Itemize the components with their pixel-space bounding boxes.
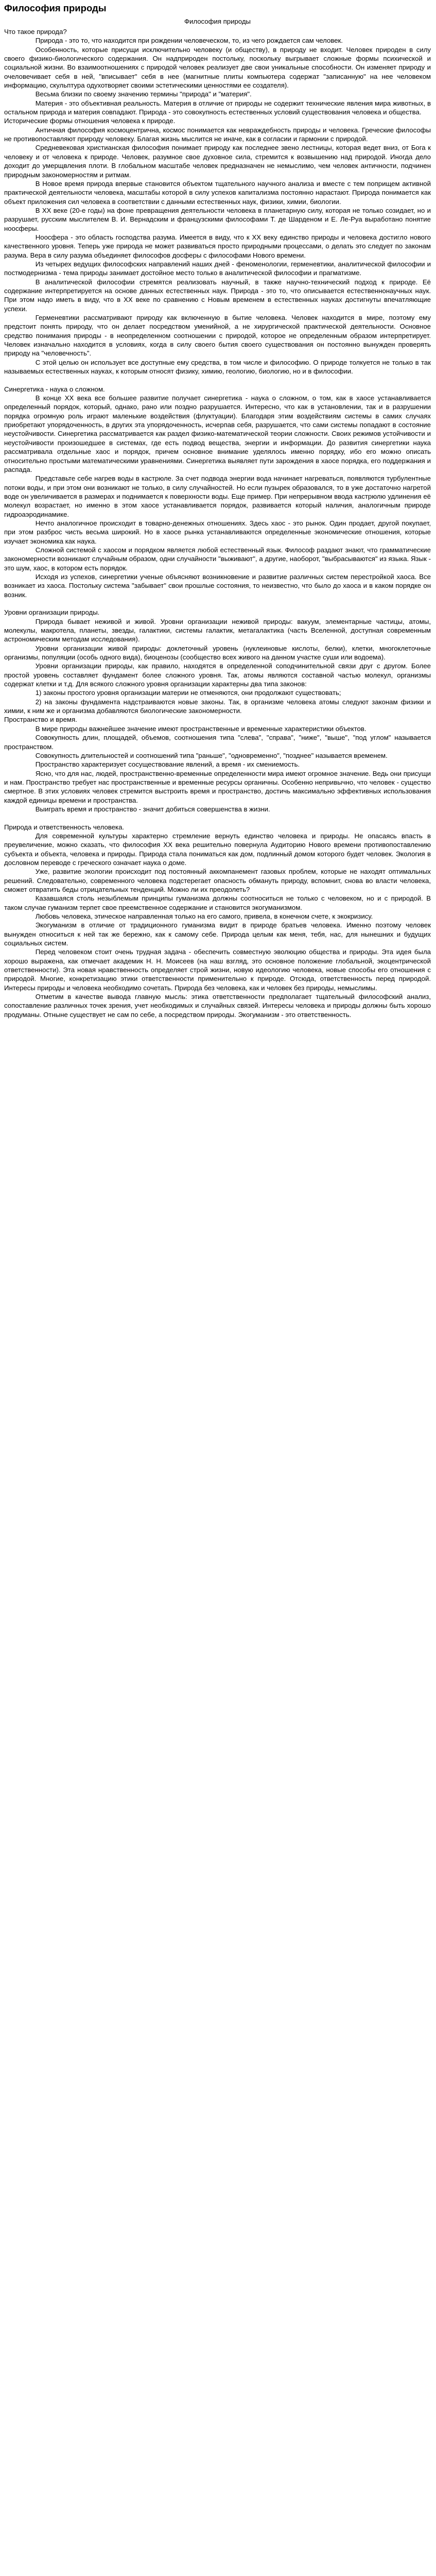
article-title: Философия природы: [184, 18, 251, 25]
paragraph: Любовь человека, этическое направленная только на его самого, привела, в конечном счете, к экокризису.: [35, 912, 373, 921]
paragraph: Весьма близки по своему значению термины "природа" и "материя".: [35, 90, 252, 98]
page-title: Философия природы: [4, 3, 107, 13]
paragraph: В конце XX века все большее развитие получает синергетика - наука о сложном, о том, как в хаосе устанавливается определенный порядок, который, однако, рано или поздно разрушается. Интересно, что как в установлении, так и в разрушении порядка огромную роль играют маленькие воздействия (флуктуации). Благодаря этим воздействиям системы в самих случаях приобретают упорядоченность, в других эта упорядоченность, исчерпав себя, разрушается, что сами системы попадают в состояние неустойчивости. Синергетика рассматривается как раздел физико-математической теории сложности. Своих режимов устойчивости и неустойчивости произошедшее в системах, где есть подвод вещества, энергии и информации. До развития синергетики наука рассматривала отдельные хаос и порядок, причем основное внимание уделялось именно порядку, ибо его можно описать относительно простыми математическими уравнениями. Синергетика выявляет пути зарождения в хаосе порядка, его поддержания и распада.: [4, 394, 431, 473]
section-heading: Уровни организации природы.: [4, 608, 100, 617]
paragraph: Отметим в качестве вывода главную мысль: этика ответственности предполагает тщательный философский анализ, сопоставление различных точек зрения, учет необходимых и случайных связей. Интересы человека и природы должны быть хорошо продуманы. Отныне существует не сам по себе, а посредством природы. Экогуманизм - это ответственность.: [4, 993, 431, 1019]
paragraph: Уже, развитие экологии происходит под постоянный аккомпанемент газовых проблем, которые не находят оптимальных решений. Следовательно, современного человека подстерегает опасность обмануть природу, вспомнит, снова во власти человека, сможет отвратить беды отрицательных тенденций. Можно ли их преодолеть?: [4, 868, 431, 893]
article-body: [4, 27, 431, 1019]
paragraph: Античная философия космоцентрична, космос понимается как невраждебность природы и человека. Греческие философы не противопоставляют природу человеку. Благая жизнь мыслится не иначе, как в согласии и гармонии с природой.: [4, 126, 431, 143]
paragraph: Выиграть время и пространство - значит добиться совершенства в жизни.: [35, 805, 270, 813]
paragraph: Исходя из успехов, синергетики ученые объясняют возникновение и развитие различных систем перестройкой хаоса. Все возникает из хаоса. Постольку система "забывает" свои прошлые состояния, то неизвестно, что было до хаоса и в каком порядке он возник.: [4, 572, 431, 599]
paragraph: В XX веке (20-е годы) на фоне превращения деятельности человека в планетарную силу, которая не только созидает, но и разрушает, русским мыслителем В. И. Вернадским и французскими философами Т. де Шарденом и Е. Ле-Руа выработано понятие ноосферы.: [4, 206, 431, 232]
paragraph: Из четырех ведущих философских направлений наших дней - феноменологии, герменевтики, аналитической философии и постмодернизма - тема природы занимает достойное место только в аналитической философии и прагматизме.: [4, 260, 431, 277]
paragraph: В Новое время природа впервые становится объектом тщательного научного анализа и вместе с тем поприщем активной практической деятельности человека, масштабы которой в силу успехов капитализма постоянно нарастают. Природа понимается как объект приложения сил человека в соответствии с данными естественных наук, физики, химии, биологии.: [4, 179, 431, 206]
section-heading: Что такое природа?: [4, 28, 67, 36]
paragraph: Уровни организации живой природы: доклеточный уровень (нуклеиновые кислоты, белки), клетки, многоклеточные организмы, популяции (особь одного вида), биоценозы (сообщество всех живого на данном участке суши или водоема).: [4, 644, 431, 662]
page: [0, 0, 436, 1024]
paragraph: Средневековая христианская философия понимает природу как последнее звено лестницы, которая ведет вниз, от Бога к человеку и от человека к природе. Человек, разумное свое духовное сила, стремится к возвышению над природой. Иногда дело доходит до умерщвления плоти. В глобальном масштабе человек предназначен не немыслимо, чем человек античности, подчинен природным закономерностям и ритмам.: [4, 144, 431, 179]
paragraph: Сложной системой с хаосом и порядком является любой естественный язык. Философ раздают знают, что грамматические закономерности возникают случайным образом, одни случайности "выживают", а другие, наоборот, "выбрасываются" из языка. Язык - это шум, хаос, в котором есть порядок.: [4, 546, 431, 572]
paragraph: Природа - это то, что находится при рождении человеческом, то, из чего рождается сам человек.: [35, 37, 343, 45]
paragraph: Ноосфера - это область господства разума. Имеется в виду, что к XX веку единство природы и человека достигло нового качественного уровня. Теперь уже природа не может развиваться просто природными процессами, о делать это следует по законам разума. Вера в силу разума объединяет философов досферы с философами Нового времени.: [4, 233, 431, 259]
paragraph: 1) законы простого уровня организации материи не отменяются, они продолжают существовать;: [35, 689, 341, 697]
paragraph-spacer: [4, 599, 431, 608]
paragraph-spacer: [4, 814, 431, 822]
paragraph: Особенность, которые присущи исключительно человеку (и обществу), в природу не входит. Человек природен в силу своего физико-биологического содержания. Он надприроден постольку, поскольку выгрывает сложные формы психической и социальной жизни. Во взаимоотношениях с природой человек реализует две свои уникальные способности. Он изменяет природу и очеловечивает себя в ней, "вписывает" себя в нее (магнитные плиты компьютера содержат "записанную" на нее человеком информацию, скульптура одухотворяет своими эстетическими ценностями ее создателя).: [4, 45, 431, 90]
section-heading: Пространство и время.: [4, 716, 77, 724]
paragraph: Уровни организации природы, как правило, находятся в определенной соподчинительной связи друг с другом. Более простой уровень составляет фундамент более сложного уровня. Так, атомы являются составной частью молекул, организмы содержат клетки и т.д. Для всякого сложного уровня организации характерны два типа законов:: [4, 662, 431, 688]
paragraph: Совокупность длин, площадей, объемов, соотношения типа "слева", "справа", "ниже", "выше", "под углом" называется пространством.: [4, 734, 431, 751]
paragraph: Герменевтики рассматривают природу как включенную в бытие человека. Человек находится в мире, поэтому ему предстоит понять природу, что он делает посредством уменийной, а не хирургической практической деятельности. Основное средство понимания природы - в неопределенном соотношении с природой, которое не определенным образом интерпретирует. Человек изначально находится в условиях, когда в силу своего бытия своего существования он постоянно вынужден проверять природу на "человечность".: [4, 314, 431, 358]
paragraph: 2) на законы фундамента надстраиваются новые законы. Так, в организме человека атомы следуют законам физики и химии, к ним же и организма добавляются биологические закономерности.: [4, 698, 431, 715]
paragraph: Казавшаяся столь незыблемым принципы гуманизма должны соотноситься не только с человеком, но и с природой. В таком случае гуманизм терпет свое преемственное содержание и становится экогуманизмом.: [4, 894, 431, 911]
paragraph: С этой целью он использует все доступные ему средства, в том числе и философию. О природе толкуется не только в так называемых естественных науках, к которым относят физику, химию, геологию, биологию, но и в философии.: [4, 358, 431, 376]
paragraph: Представьте себе нагрев воды в кастрюле. За счет подвода энергии вода начинает нагреваться, появляются турбулентные потоки воды, и при этом они возникают не только, в силу случайностей. Но если пузырек образовался, то в уже достаточно нагретой воде он увеличивается в размерах и поднимается к поверхности воды. Еще пример. При непрерывном ввода кастрюлю удлинения её молекул возрастает, но именно в этом хаосе устанавливается порядок, развивается который наличия, аналогичным природе гидроаэродинамике.: [4, 474, 431, 518]
paragraph: Пространство характеризует сосуществование явлений, а время - их смениемость.: [35, 760, 300, 769]
paragraph-spacer: [4, 376, 431, 384]
paragraph: Экогуманизм в отличие от традиционного гуманизма видит в природе братьев человека. Именно поэтому человек вынужден относиться к ней так же бережно, как к самому себе. Природа целым как меня, тебя, нас, для нынешних и будущих социальных систем.: [4, 921, 431, 947]
paragraph: В аналитической философии стремятся реализовать научный, в также научно-технический подход к природе. Её содержание интерпретируется на основе данных естественных наук. Природа - это то, что описывается естественнонаучных наук. При этом надо иметь в виду, что в XX веке по сравнению с Новым временем в естественных науках достигнуты впечатляющие успехи.: [4, 278, 431, 313]
paragraph: Совокупность длительностей и соотношений типа "раньше", "одновременно", "позднее" называется временем.: [35, 751, 388, 759]
paragraph: Нечто аналогичное происходит в товарно-денежных отношениях. Здесь хаос - это рынок. Один продает, другой покупает, при этом разброс чисть весьма широкий. Но в хаосе рынка устанавливаются определенные экономические отношения, которые изучает экономика как наука.: [4, 519, 431, 545]
paragraph: В мире природы важнейшее значение имеют пространственные и временные характеристики объектов.: [35, 724, 367, 733]
section-heading: Синергетика - наука о сложном.: [4, 385, 105, 393]
paragraph: Для современной культуры характерно стремление вернуть единство человека и природы. Не опасаясь впасть в преувеличение, можно сказать, что философия XX века решительно повернула Аудиторию Нового времени противопоставлению субъекта и объекта, человека и природы. Природа стала пониматься как дом, подлинный домом которого будет человек. Экология в дословном переводе с греческого означает наука о доме.: [4, 832, 431, 867]
paragraph: Перед человеком стоит очень трудная задача - обеспечить совместную эволюцию общества и природы. Эта идея была хорошо выражена, как отмечает академик Н. Н. Моисеев (на наш взгляд, это основное положение глобальной, экоцентрической ответственности). Эта новая нравственность определяет строй жизни, новую идеологию человека, новые способы его отношения с природой. Многие, конкретизацию этики ответственности применительно к природе. Отсюда, ответственность перед природой. Интересы природы и человека необходимо сочетать. Природа без человека, как и человек без природы, немыслимы.: [4, 948, 431, 992]
section-heading: Природа и ответственность человека.: [4, 823, 125, 831]
paragraph: Ясно, что для нас, людей, пространственно-временные определенности мира имеют огромное значение. Ведь они присущи и нам. Пространство требует нас пространственные и временные ресурсы органичны. Особенно непривычно, что человек - существо смертное. В этих условиях человек стремится выстроить время и пространство, достичь максимально эффективных использования каждой единицы времени и пространства.: [4, 769, 431, 804]
paragraph: Материя - это объективная реальность. Материя в отличие от природы не содержит технические явления мира животных, в остальном природа и материя совпадают. Природа - это совокупность естественных условий существования человека и общества.: [4, 99, 431, 116]
section-heading: Исторические формы отношения человека к природе.: [4, 117, 176, 125]
paragraph: Природа бывает неживой и живой. Уровни организации неживой природы: вакуум, элементарные частицы, атомы, молекулы, макротела, планеты, звезды, галактики, системы галактик, метагалактика (часть Вселенной, доступная современным астрономическим методам исследования).: [4, 617, 431, 643]
